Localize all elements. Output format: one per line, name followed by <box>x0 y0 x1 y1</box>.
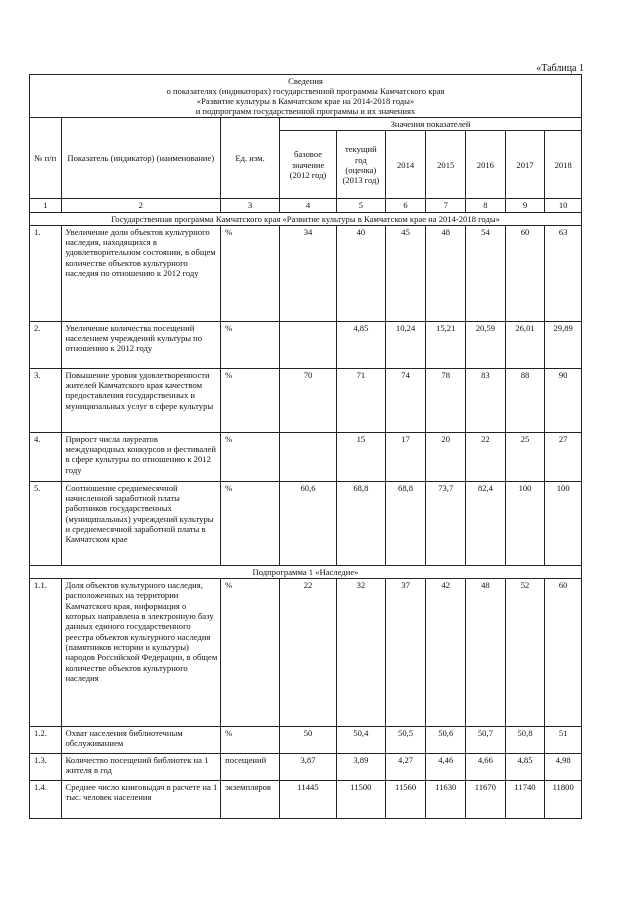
column-number: 9 <box>505 199 545 212</box>
program-section-title: Государственная программа Камчатского края «Развитие культуры в Камчатском крае на 2014-2018 годы» <box>30 212 582 225</box>
indicator-name: Количество посещений библиотек на 1 жителя в год <box>61 754 221 781</box>
value-cell: 50 <box>280 727 337 754</box>
value-cell: 29,89 <box>545 321 582 368</box>
table-title <box>30 75 582 118</box>
value-cell: 50,5 <box>385 727 426 754</box>
header-indicator: Показатель (индикатор) (наименование) <box>61 118 221 199</box>
indicator-name: Увеличение доли объектов культурного наследия, находящихся в удовлетворительном состоянии, в общем количестве объектов культурного наследия по отношению к 2012 году <box>61 225 221 321</box>
value-cell: 88 <box>505 368 545 432</box>
row-number: 3. <box>30 368 62 432</box>
table-row <box>30 727 582 754</box>
value-cell: 11800 <box>545 781 582 819</box>
indicator-name: Повышение уровня удовлетворенности жителей Камчатского края качеством предоставления государственных и муниципальных услуг в сфере культуры <box>61 368 221 432</box>
value-cell: 50,8 <box>505 727 545 754</box>
value-cell: 3,89 <box>336 754 385 781</box>
header-base: базовое значение (2012 год) <box>280 131 337 199</box>
value-cell: 60,6 <box>280 481 337 565</box>
table-row <box>30 432 582 481</box>
unit-cell: % <box>221 727 280 754</box>
value-cell: 10,24 <box>385 321 426 368</box>
table-row <box>30 225 582 321</box>
value-cell: 11740 <box>505 781 545 819</box>
value-cell: 90 <box>545 368 582 432</box>
header-values-group: Значения показателей <box>280 118 582 131</box>
indicator-name: Среднее число книговыдач в расчете на 1 тыс. человек населения <box>61 781 221 819</box>
column-number: 3 <box>221 199 280 212</box>
column-number: 7 <box>426 199 466 212</box>
column-number: 10 <box>545 199 582 212</box>
value-cell: 50,4 <box>336 727 385 754</box>
table-row <box>30 321 582 368</box>
value-cell: 20,59 <box>466 321 506 368</box>
unit-cell: % <box>221 225 280 321</box>
value-cell: 78 <box>426 368 466 432</box>
table-row <box>30 754 582 781</box>
value-cell: 4,98 <box>545 754 582 781</box>
value-cell: 40 <box>336 225 385 321</box>
value-cell: 15 <box>336 432 385 481</box>
row-number: 4. <box>30 432 62 481</box>
column-number: 5 <box>336 199 385 212</box>
column-number: 6 <box>385 199 426 212</box>
program-section-row <box>30 212 582 225</box>
indicator-name: Увеличение количества посещений населением учреждений культуры по отношению к 2012 году <box>61 321 221 368</box>
value-cell: 50,7 <box>466 727 506 754</box>
value-cell: 63 <box>545 225 582 321</box>
column-number: 4 <box>280 199 337 212</box>
value-cell: 11670 <box>466 781 506 819</box>
value-cell: 48 <box>466 579 506 727</box>
value-cell: 42 <box>426 579 466 727</box>
row-number: 1. <box>30 225 62 321</box>
indicator-name: Охват населения библиотечным обслуживанием <box>61 727 221 754</box>
subprogram-section-row <box>30 565 582 578</box>
value-cell: 34 <box>280 225 337 321</box>
value-cell: 22 <box>466 432 506 481</box>
row-number: 1.3. <box>30 754 62 781</box>
row-number: 1.2. <box>30 727 62 754</box>
value-cell: 45 <box>385 225 426 321</box>
table-number-label: «Таблица 1 <box>536 63 584 74</box>
row-number: 2. <box>30 321 62 368</box>
header-current: текущий год (оценка) (2013 год) <box>336 131 385 199</box>
value-cell: 15,21 <box>426 321 466 368</box>
unit-cell: экземпляров <box>221 781 280 819</box>
value-cell: 11560 <box>385 781 426 819</box>
indicator-name: Доля объектов культурного наследия, расположенных на территории Камчатского края, информация о которых направлена в электронную базу данных единого государственного реестра объектов культурного наследия (памятников истории и культуры) народов Российской Федерации, в общем количестве объектов культурного наследия <box>61 579 221 727</box>
value-cell: 54 <box>466 225 506 321</box>
value-cell: 52 <box>505 579 545 727</box>
unit-cell: % <box>221 368 280 432</box>
value-cell: 11630 <box>426 781 466 819</box>
value-cell: 4,27 <box>385 754 426 781</box>
value-cell: 83 <box>466 368 506 432</box>
title-line: о показателях (индикаторах) государственной программы Камчатского края <box>166 86 445 96</box>
header-year: 2015 <box>426 131 466 199</box>
unit-cell: % <box>221 321 280 368</box>
value-cell: 11500 <box>336 781 385 819</box>
unit-cell: % <box>221 481 280 565</box>
column-number-row <box>30 199 582 212</box>
value-cell: 26,01 <box>505 321 545 368</box>
column-number: 8 <box>466 199 506 212</box>
table-title-row <box>30 75 582 118</box>
unit-cell: % <box>221 579 280 727</box>
table-row <box>30 579 582 727</box>
value-cell: 50,6 <box>426 727 466 754</box>
value-cell: 22 <box>280 579 337 727</box>
header-year: 2017 <box>505 131 545 199</box>
value-cell: 68,8 <box>385 481 426 565</box>
header-year: 2014 <box>385 131 426 199</box>
value-cell: 25 <box>505 432 545 481</box>
value-cell <box>280 432 337 481</box>
value-cell: 60 <box>545 579 582 727</box>
value-cell: 74 <box>385 368 426 432</box>
indicators-table <box>29 74 582 819</box>
value-cell: 4,85 <box>336 321 385 368</box>
value-cell: 4,85 <box>505 754 545 781</box>
value-cell: 17 <box>385 432 426 481</box>
column-number: 1 <box>30 199 62 212</box>
title-line: «Развитие культуры в Камчатском крае на 2014-2018 годы» <box>196 96 415 106</box>
row-number: 5. <box>30 481 62 565</box>
value-cell: 73,7 <box>426 481 466 565</box>
column-number: 2 <box>61 199 221 212</box>
value-cell: 48 <box>426 225 466 321</box>
value-cell: 20 <box>426 432 466 481</box>
value-cell: 3,87 <box>280 754 337 781</box>
value-cell: 60 <box>505 225 545 321</box>
value-cell: 27 <box>545 432 582 481</box>
indicator-name: Соотношение среднемесячной начисленной заработной платы работников государственных (муниципальных) учреждений культуры и среднемесячной заработной платы в Камчатском крае <box>61 481 221 565</box>
header-unit: Ед. изм. <box>221 118 280 199</box>
value-cell: 11445 <box>280 781 337 819</box>
title-line: Сведения <box>288 76 323 86</box>
row-number: 1.1. <box>30 579 62 727</box>
value-cell: 100 <box>545 481 582 565</box>
table-row <box>30 781 582 819</box>
value-cell: 70 <box>280 368 337 432</box>
value-cell: 71 <box>336 368 385 432</box>
header-year: 2018 <box>545 131 582 199</box>
value-cell: 51 <box>545 727 582 754</box>
row-number: 1.4. <box>30 781 62 819</box>
indicator-name: Прирост числа лауреатов международных конкурсов и фестивалей в сфере культуры по отношению к 2012 году <box>61 432 221 481</box>
value-cell: 82,4 <box>466 481 506 565</box>
title-line: и подпрограмм государственной программы и их значениях <box>195 106 416 116</box>
value-cell <box>280 321 337 368</box>
header-year: 2016 <box>466 131 506 199</box>
value-cell: 100 <box>505 481 545 565</box>
header-row <box>30 118 582 131</box>
unit-cell: % <box>221 432 280 481</box>
value-cell: 4,46 <box>426 754 466 781</box>
value-cell: 68,8 <box>336 481 385 565</box>
header-num: № п/п <box>30 118 62 199</box>
value-cell: 37 <box>385 579 426 727</box>
unit-cell: посещений <box>221 754 280 781</box>
table-row <box>30 368 582 432</box>
table-row <box>30 481 582 565</box>
value-cell: 32 <box>336 579 385 727</box>
subprogram-section-title: Подпрограмма 1 «Наследие» <box>30 565 582 578</box>
value-cell: 4,66 <box>466 754 506 781</box>
